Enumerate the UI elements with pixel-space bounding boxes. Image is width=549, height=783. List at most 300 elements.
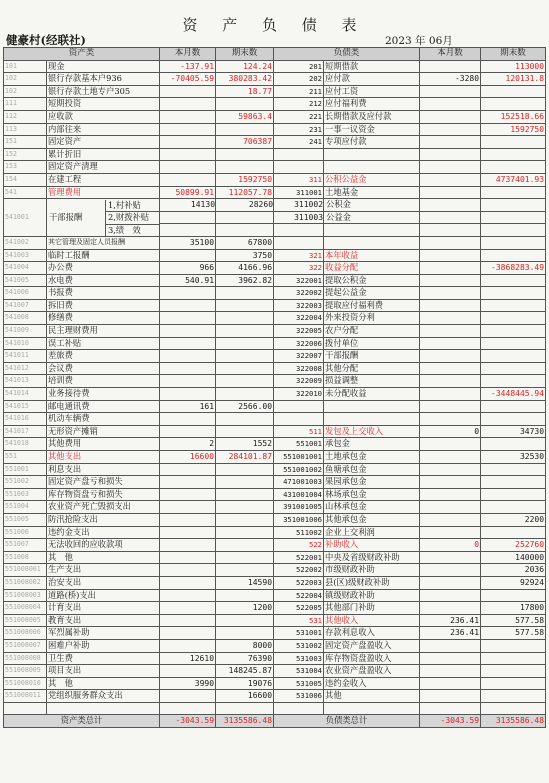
account-code: 541002	[4, 236, 47, 249]
liability-code: 522001	[274, 551, 324, 564]
liability-month-value: 0	[420, 539, 481, 552]
month-value	[160, 173, 216, 186]
end-value: 18.77	[216, 85, 274, 98]
account-name: 固定资产清理	[47, 161, 160, 174]
month-value	[160, 526, 216, 539]
liability-code: 322001	[274, 274, 324, 287]
end-value	[216, 388, 274, 401]
account-name: 项目支出	[47, 665, 160, 678]
end-value: 19076	[216, 677, 274, 690]
table-row	[4, 312, 546, 325]
liability-name: 发包及上交收入	[324, 425, 420, 438]
end-value	[216, 362, 274, 375]
liability-month-value	[420, 85, 481, 98]
liability-end-value: 140000	[481, 551, 546, 564]
liability-month-value	[420, 299, 481, 312]
end-value: 2566.00	[216, 400, 274, 413]
liability-end-value: 34730	[481, 425, 546, 438]
account-code: 551001	[4, 463, 47, 476]
right-name	[324, 224, 419, 236]
liability-end-value	[481, 400, 546, 413]
month-value	[160, 690, 216, 703]
header-liab-month: 本月数	[420, 48, 481, 61]
month-value	[160, 123, 216, 136]
liability-name: 应付款	[324, 73, 420, 86]
month-value	[160, 576, 216, 589]
sub-end-value	[216, 212, 273, 225]
liability-end-value	[481, 413, 546, 426]
account-code: 541006	[4, 287, 47, 300]
liability-name: 企业上交利润	[324, 526, 420, 539]
liability-month-value: -3280	[420, 73, 481, 86]
account-code	[4, 702, 47, 715]
account-code: 551008008	[4, 652, 47, 665]
table-row	[4, 350, 546, 363]
liability-month-value: 236.41	[420, 614, 481, 627]
account-name: 银行存款土地专户305	[47, 85, 160, 98]
month-value: 12610	[160, 652, 216, 665]
liability-name	[324, 702, 420, 715]
account-name: 无形资产摊销	[47, 425, 160, 438]
liability-code: 551001001	[274, 451, 324, 464]
account-name: 应收款	[47, 110, 160, 123]
right-month-empty	[420, 199, 481, 237]
account-code: 551008004	[4, 602, 47, 615]
account-name: 培训费	[47, 375, 160, 388]
account-code: 151	[4, 136, 47, 149]
liability-code: 241	[274, 136, 324, 149]
right-end-empty	[481, 199, 546, 237]
sub-end-value	[216, 224, 273, 236]
account-code: 112	[4, 110, 47, 123]
liability-code	[274, 236, 324, 249]
table-row-cadre-pay	[4, 199, 546, 237]
end-value	[216, 551, 274, 564]
sub-month-value: 14130	[160, 199, 215, 212]
table-row	[4, 85, 546, 98]
month-value	[160, 564, 216, 577]
account-name: 固定资产	[47, 136, 160, 149]
account-code: 551008001	[4, 564, 47, 577]
liability-code: 322009	[274, 375, 324, 388]
liab-total-end: 3135586.48	[481, 715, 546, 728]
liability-name: 林场承包金	[324, 488, 420, 501]
liability-end-value	[481, 526, 546, 539]
end-value: 1592750	[216, 173, 274, 186]
liability-name: 土地基金	[324, 186, 420, 199]
end-value: 8000	[216, 639, 274, 652]
liability-code	[274, 161, 324, 174]
liability-end-value: -3448445.94	[481, 388, 546, 401]
end-value: 59863.4	[216, 110, 274, 123]
liability-name: 果园承包金	[324, 476, 420, 489]
liability-code: 231	[274, 123, 324, 136]
liability-code: 321	[274, 249, 324, 262]
account-name: 银行存款基本户936	[47, 73, 160, 86]
account-name: 道路(桥)支出	[47, 589, 160, 602]
liability-end-value	[481, 274, 546, 287]
sub-month-value	[160, 224, 215, 236]
end-value: 1200	[216, 602, 274, 615]
account-code: 551008003	[4, 589, 47, 602]
liability-name	[324, 161, 420, 174]
account-code: 541009	[4, 325, 47, 338]
liability-end-value	[481, 325, 546, 338]
month-value: 16600	[160, 451, 216, 464]
total-row	[4, 715, 546, 728]
liability-month-value: 0	[420, 425, 481, 438]
liability-name	[324, 236, 420, 249]
liability-code: 311001	[274, 186, 324, 199]
liability-month-value	[420, 488, 481, 501]
account-name: 累计折旧	[47, 148, 160, 161]
month-value	[160, 312, 216, 325]
liability-month-value	[420, 350, 481, 363]
table-row	[4, 186, 546, 199]
header-assets-month: 本月数	[160, 48, 216, 61]
liability-end-value	[481, 463, 546, 476]
end-value: 284101.87	[216, 451, 274, 464]
account-name: 误工补贴	[47, 337, 160, 350]
account-name: 教育支出	[47, 614, 160, 627]
liability-code	[274, 413, 324, 426]
liability-name: 拨付单位	[324, 337, 420, 350]
header-liab-end: 期末数	[481, 48, 546, 61]
liability-month-value	[420, 413, 481, 426]
liability-month-value	[420, 639, 481, 652]
account-code: 541	[4, 186, 47, 199]
account-code: 541007	[4, 299, 47, 312]
end-value	[216, 98, 274, 111]
liability-month-value	[420, 236, 481, 249]
month-value	[160, 639, 216, 652]
liability-end-value	[481, 186, 546, 199]
account-code: 111	[4, 98, 47, 111]
end-value	[216, 501, 274, 514]
liability-end-value	[481, 312, 546, 325]
table-row	[4, 576, 546, 589]
liability-code: 351001006	[274, 513, 324, 526]
liability-name: 违约金收入	[324, 677, 420, 690]
liability-end-value	[481, 690, 546, 703]
page-title: 资 产 负 债 表	[182, 16, 367, 34]
account-code: 102	[4, 73, 47, 86]
table-row	[4, 438, 546, 451]
liability-name: 县(区)级财政补助	[324, 576, 420, 589]
account-name: 其它管理及固定人员报酬	[47, 236, 160, 249]
liability-end-value: 152518.66	[481, 110, 546, 123]
end-value	[216, 526, 274, 539]
table-row	[4, 123, 546, 136]
month-value	[160, 413, 216, 426]
end-value: 14590	[216, 576, 274, 589]
liability-month-value	[420, 148, 481, 161]
account-name: 其他支出	[47, 451, 160, 464]
liability-end-value: 32530	[481, 451, 546, 464]
account-code: 153	[4, 161, 47, 174]
liability-name: 市级财政补助	[324, 564, 420, 577]
cadre-pay-label: 干部报酬	[47, 200, 106, 236]
month-value: 540.91	[160, 274, 216, 287]
month-value	[160, 589, 216, 602]
account-name: 其 他	[47, 677, 160, 690]
liability-end-value: 120131.8	[481, 73, 546, 86]
account-code: 102	[4, 85, 47, 98]
account-code: 551008010	[4, 677, 47, 690]
account-name: 管理费用	[47, 186, 160, 199]
liability-month-value: 236.41	[420, 627, 481, 640]
table-row	[4, 539, 546, 552]
liability-name: 一事一议资金	[324, 123, 420, 136]
liability-month-value	[420, 690, 481, 703]
liability-name: 提取应付福利费	[324, 299, 420, 312]
table-row	[4, 677, 546, 690]
account-name: 现金	[47, 60, 160, 73]
table-row	[4, 400, 546, 413]
table-row	[4, 173, 546, 186]
end-value: 16600	[216, 690, 274, 703]
liability-month-value	[420, 186, 481, 199]
end-value: 4166.96	[216, 262, 274, 275]
month-value	[160, 627, 216, 640]
liability-month-value	[420, 337, 481, 350]
account-code: 541011	[4, 350, 47, 363]
account-code: 101	[4, 60, 47, 73]
month-value	[160, 337, 216, 350]
liability-end-value: 17800	[481, 602, 546, 615]
liability-code: 202	[274, 73, 324, 86]
sub-item-label: 1,村补贴	[106, 200, 159, 213]
month-value	[160, 388, 216, 401]
table-row	[4, 690, 546, 703]
account-code: 551008009	[4, 665, 47, 678]
liability-code: 531001	[274, 627, 324, 640]
month-value	[160, 513, 216, 526]
account-code: 551008002	[4, 576, 47, 589]
liability-name: 短期借款	[324, 60, 420, 73]
account-code: 541016	[4, 413, 47, 426]
right-codes	[274, 199, 324, 237]
liability-month-value	[420, 665, 481, 678]
liability-end-value	[481, 148, 546, 161]
liability-code	[274, 148, 324, 161]
table-row	[4, 425, 546, 438]
month-value	[160, 136, 216, 149]
liability-code: 531003	[274, 652, 324, 665]
account-code: 541013	[4, 375, 47, 388]
month-value	[160, 602, 216, 615]
liability-code: 311	[274, 173, 324, 186]
liability-month-value	[420, 123, 481, 136]
account-code: 154	[4, 173, 47, 186]
liability-end-value	[481, 287, 546, 300]
account-name: 机动车辆费	[47, 413, 160, 426]
table-row	[4, 513, 546, 526]
table-header-row	[4, 48, 546, 61]
end-value	[216, 161, 274, 174]
liability-code	[274, 400, 324, 413]
account-code: 541012	[4, 362, 47, 375]
sub-end-value: 28260	[216, 199, 273, 212]
account-name: 治安支出	[47, 576, 160, 589]
account-name: 卫生费	[47, 652, 160, 665]
table-row	[4, 362, 546, 375]
liability-code: 531002	[274, 639, 324, 652]
table-row	[4, 488, 546, 501]
liability-end-value	[481, 249, 546, 262]
month-value	[160, 551, 216, 564]
account-code: 551008005	[4, 614, 47, 627]
liability-code: 201	[274, 60, 324, 73]
liability-code: 322004	[274, 312, 324, 325]
liability-month-value	[420, 362, 481, 375]
month-value	[160, 98, 216, 111]
end-value: 1552	[216, 438, 274, 451]
liability-code: 322007	[274, 350, 324, 363]
account-name: 在建工程	[47, 173, 160, 186]
end-value	[216, 488, 274, 501]
account-code: 551002	[4, 476, 47, 489]
liability-name: 承包金	[324, 438, 420, 451]
end-value: 3750	[216, 249, 274, 262]
liability-name: 其他部门补助	[324, 602, 420, 615]
liability-end-value: 2200	[481, 513, 546, 526]
liability-month-value	[420, 312, 481, 325]
account-code: 551008007	[4, 639, 47, 652]
account-code: 551006	[4, 526, 47, 539]
table-row	[4, 639, 546, 652]
liability-end-value: -3868283.49	[481, 262, 546, 275]
liability-month-value	[420, 249, 481, 262]
table-row	[4, 98, 546, 111]
account-name: 短期投资	[47, 98, 160, 111]
liability-end-value	[481, 677, 546, 690]
liability-name: 补助收入	[324, 539, 420, 552]
month-value	[160, 249, 216, 262]
liability-name: 提起公益金	[324, 287, 420, 300]
liability-name: 土地承包金	[324, 451, 420, 464]
liability-code: 531	[274, 614, 324, 627]
account-code: 551008	[4, 551, 47, 564]
end-value	[216, 425, 274, 438]
liability-code: 551001	[274, 438, 324, 451]
month-value: -70405.59	[160, 73, 216, 86]
liability-code: 522	[274, 539, 324, 552]
account-name: 库存物资盘亏和损失	[47, 488, 160, 501]
account-name: 差旅费	[47, 350, 160, 363]
liability-name: 应付工资	[324, 85, 420, 98]
liability-month-value	[420, 702, 481, 715]
month-value: 3990	[160, 677, 216, 690]
liability-month-value	[420, 551, 481, 564]
end-value	[216, 337, 274, 350]
table-row	[4, 665, 546, 678]
month-value	[160, 161, 216, 174]
table-row	[4, 337, 546, 350]
end-value	[216, 589, 274, 602]
liability-month-value	[420, 576, 481, 589]
month-value	[160, 425, 216, 438]
liability-end-value	[481, 161, 546, 174]
table-row	[4, 413, 546, 426]
end-value: 124.24	[216, 60, 274, 73]
liability-name: 农户分配	[324, 325, 420, 338]
liability-end-value	[481, 702, 546, 715]
right-name: 公积金	[324, 199, 419, 212]
liability-name: 其他	[324, 690, 420, 703]
account-name: 书报费	[47, 287, 160, 300]
assets-total-label: 资产类总计	[4, 715, 160, 728]
liability-code: 211	[274, 85, 324, 98]
liability-code: 531004	[274, 665, 324, 678]
liability-month-value	[420, 476, 481, 489]
liab-total-label: 负债类总计	[274, 715, 420, 728]
liability-code: 522003	[274, 576, 324, 589]
liability-month-value	[420, 438, 481, 451]
liability-month-value	[420, 513, 481, 526]
sub-item-label: 2,财拨补贴	[106, 212, 159, 225]
right-name: 公益金	[324, 212, 419, 225]
liability-code: 471001003	[274, 476, 324, 489]
table-row	[4, 614, 546, 627]
liability-code: 322002	[274, 287, 324, 300]
account-name: 邮电通讯费	[47, 400, 160, 413]
month-value: 50899.91	[160, 186, 216, 199]
account-name: 军烈属补助	[47, 627, 160, 640]
account-name: 无法收回的应收款项	[47, 539, 160, 552]
liability-code: 551001002	[274, 463, 324, 476]
liability-end-value: 2036	[481, 564, 546, 577]
liability-name: 库存物资盘盈收入	[324, 652, 420, 665]
liability-name: 外来投资分利	[324, 312, 420, 325]
end-value: 380283.42	[216, 73, 274, 86]
end-value: 3962.82	[216, 274, 274, 287]
liability-name: 未分配收益	[324, 388, 420, 401]
liability-name: 本年收益	[324, 249, 420, 262]
liability-name	[324, 413, 420, 426]
account-code: 541017	[4, 425, 47, 438]
liability-code: 531005	[274, 677, 324, 690]
liability-end-value	[481, 337, 546, 350]
liability-name: 公积公益金	[324, 173, 420, 186]
liability-end-value	[481, 136, 546, 149]
month-value	[160, 325, 216, 338]
account-code: 541014	[4, 388, 47, 401]
end-value	[216, 299, 274, 312]
end-value: 148245.87	[216, 665, 274, 678]
month-value: 161	[160, 400, 216, 413]
account-name: 违约金支出	[47, 526, 160, 539]
liability-code: 322006	[274, 337, 324, 350]
table-row	[4, 161, 546, 174]
account-code: 113	[4, 123, 47, 136]
liability-month-value	[420, 388, 481, 401]
month-value	[160, 375, 216, 388]
account-name: 固定资产盘亏和损失	[47, 476, 160, 489]
header-assets: 资产类	[4, 48, 160, 61]
table-row	[4, 526, 546, 539]
end-value	[216, 564, 274, 577]
table-row	[4, 148, 546, 161]
liability-code	[274, 702, 324, 715]
month-value: -137.91	[160, 60, 216, 73]
liability-code: 212	[274, 98, 324, 111]
table-row	[4, 60, 546, 73]
table-row	[4, 375, 546, 388]
liability-code: 431001004	[274, 488, 324, 501]
month-value	[160, 488, 216, 501]
account-name: 拆旧费	[47, 299, 160, 312]
